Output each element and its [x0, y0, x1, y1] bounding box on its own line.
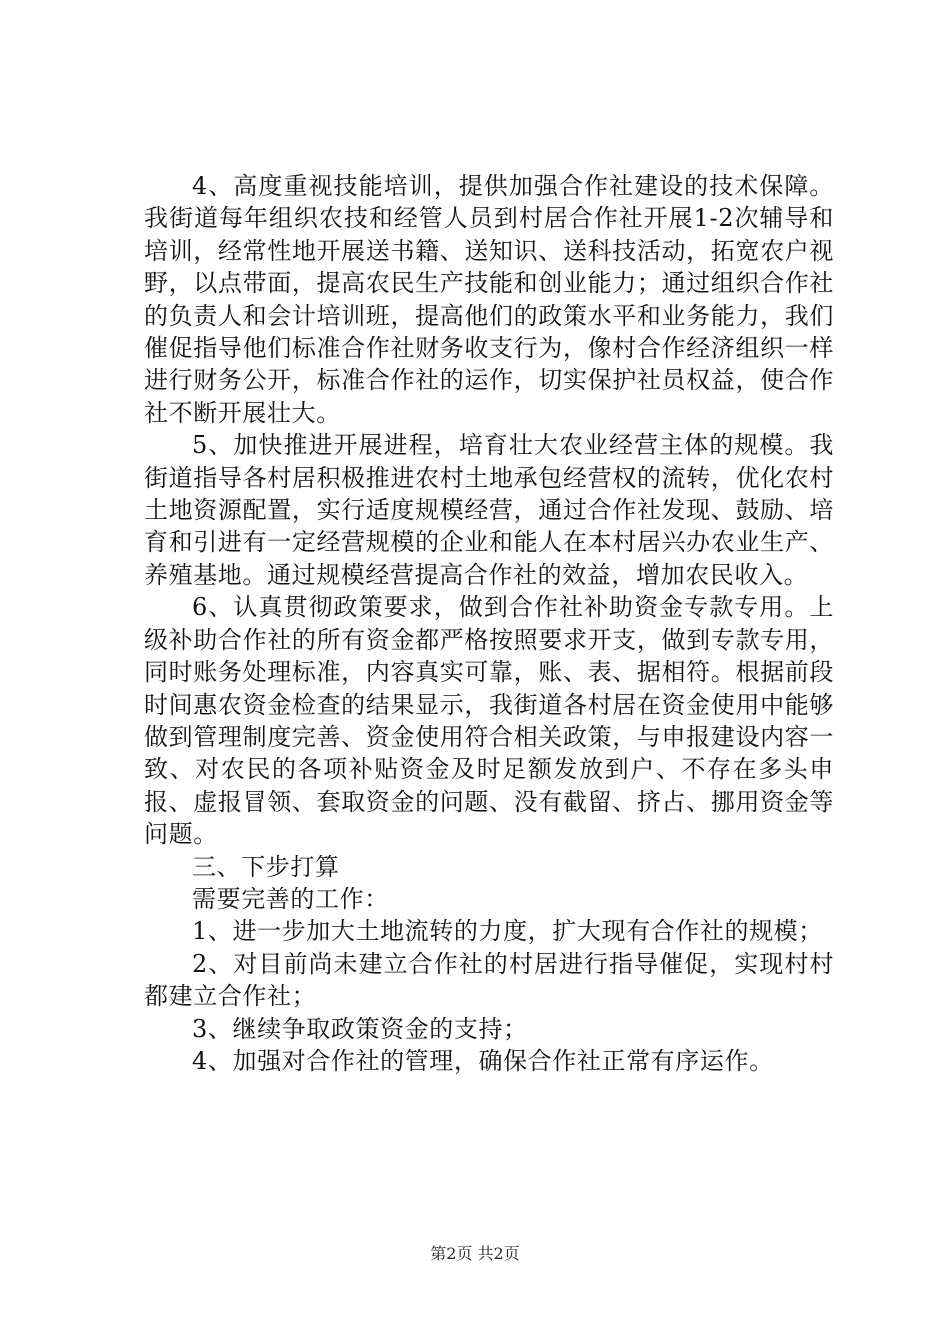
- list-item-3: 3、继续争取政策资金的支持；: [192, 1014, 528, 1043]
- paragraph-scale-development: 5、加快推进开展进程，培育壮大农业经营主体的规模。我街道指导各村居积极推进农村土地承包经营权的流转，优化农村土地资源配置，实行适度规模经营，通过合作社发现、鼓励、培育和引进有一定经营规模的企业和能人在本村居兴办农业生产、养殖基地。通过规模经营提高合作社的效益，增加农民收入。: [144, 431, 834, 589]
- paragraph-skills-training: 4、高度重视技能培训，提供加强合作社建设的技术保障。我街道每年组织农技和经管人员到村居合作社开展1-2次辅导和培训，经常性地开展送书籍、送知识、送科技活动，拓宽农户视野，以点带面，提高农民生产技能和创业能力；通过组织合作社的负责人和会计培训班，提高他们的政策水平和业务能力，我们催促指导他们标准合作社财务收支行为，像村合作经济组织一样进行财务公开，标准合作社的运作，切实保护社员权益，使合作社不断开展壮大。: [144, 172, 834, 427]
- list-item-2: 2、对目前尚未建立合作社的村居进行指导催促，实现村村都建立合作社；: [144, 949, 834, 1011]
- document-body: [144, 170, 834, 1077]
- paragraph-work-to-improve: 需要完善的工作：: [192, 884, 389, 913]
- page-number-footer: 第2页 共2页: [430, 1244, 520, 1263]
- paragraph-subsidy-funds: 6、认真贯彻政策要求，做到合作社补助资金专款专用。上级补助合作社的所有资金都严格按照要求开支，做到专款专用，同时账务处理标准，内容真实可靠，账、表、据相符。根据前段时间惠农资金检查的结果显示，我街道各村居在资金使用中能够做到管理制度完善、资金使用符合相关政策，与申报建设内容一致、对农民的各项补贴资金及时足额发放到户、不存在多头申报、虚报冒领、套取资金的问题、没有截留、挤占、挪用资金等问题。: [144, 593, 834, 849]
- list-item-1: 1、进一步加大土地流转的力度，扩大现有合作社的规模；: [192, 917, 823, 946]
- section-heading-next-steps: 三、下步打算: [192, 852, 340, 881]
- list-item-4: 4、加强对合作社的管理，确保合作社正常有序运作。: [192, 1046, 774, 1075]
